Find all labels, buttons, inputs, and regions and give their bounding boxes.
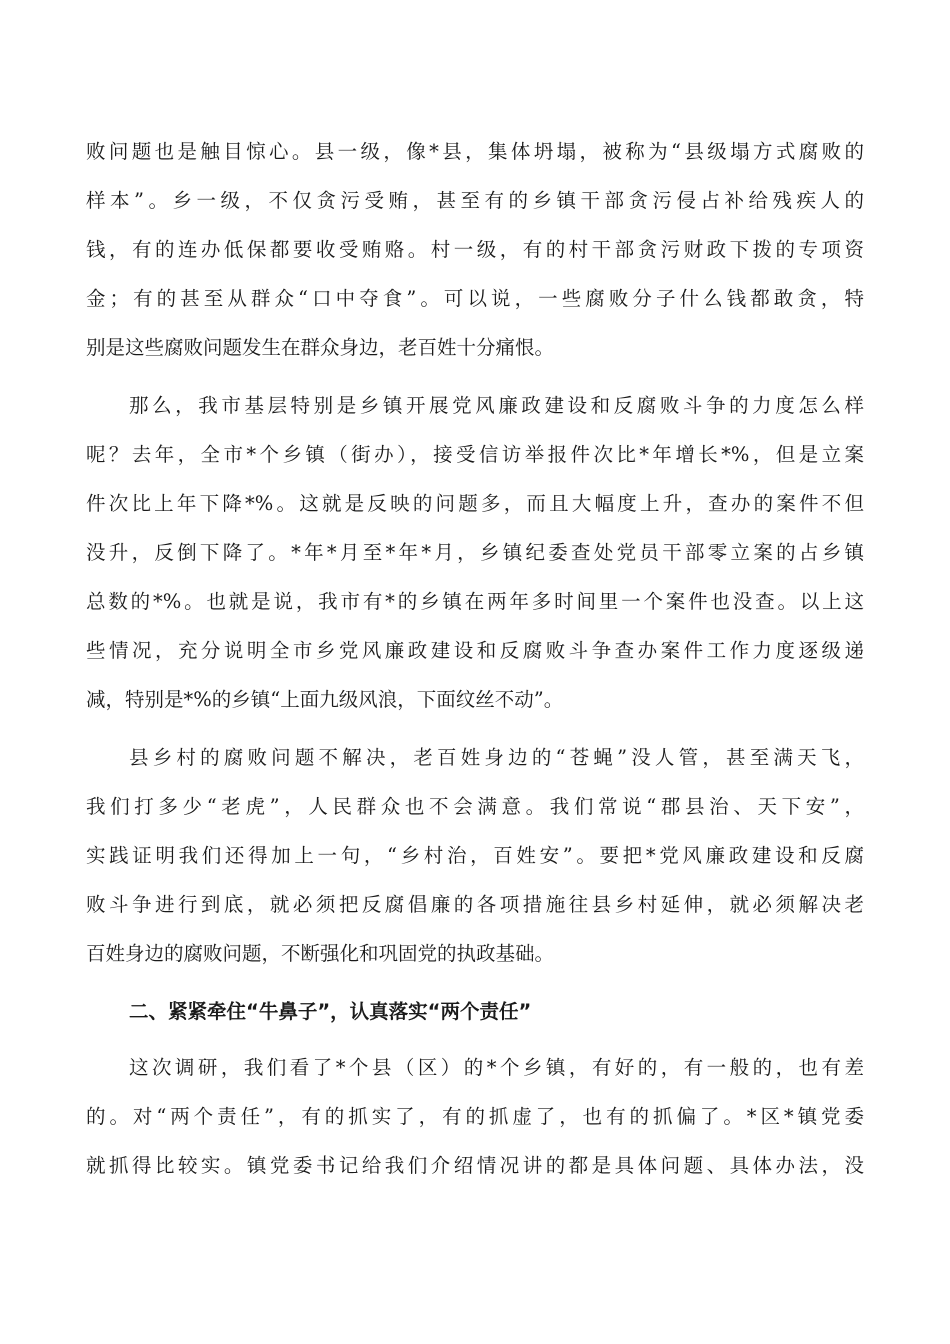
text-line: 呢？去年，全市*个乡镇（街办），接受信访举报件次比*年增长*%，但是立案: [86, 443, 864, 466]
text-line: 些情况，充分说明全市乡党风廉政建设和反腐败斗争查办案件工作力度逐级递: [86, 639, 864, 662]
text-line: 没升，反倒下降了。*年*月至*年*月，乡镇纪委查处党员干部零立案的占乡镇: [86, 541, 864, 564]
text-line: 样本”。乡一级，不仅贪污受贿，甚至有的乡镇干部贪污侵占补给残疾人的: [86, 189, 864, 212]
text-line: 我们打多少“老虎”，人民群众也不会满意。我们常说“郡县治、天下安”，: [86, 795, 864, 818]
text-line: 减，特别是*%的乡镇“上面九级风浪，下面纹丝不动”。: [86, 688, 564, 711]
text-line: 件次比上年下降*%。这就是反映的问题多，而且大幅度上升，查办的案件不但: [86, 492, 864, 515]
section-heading: 二、紧紧牵住“牛鼻子”，认真落实“两个责任”: [129, 1000, 532, 1023]
text-line: 百姓身边的腐败问题，不断强化和巩固党的执政基础。: [86, 942, 555, 965]
text-line: 这次调研，我们看了*个县（区）的*个乡镇，有好的，有一般的，也有差: [129, 1056, 864, 1079]
text-line: 的。对“两个责任”，有的抓实了，有的抓虚了，也有的抓偏了。*区*镇党委: [86, 1105, 864, 1128]
text-line: 别是这些腐败问题发生在群众身边，老百姓十分痛恨。: [86, 336, 555, 359]
text-line: 就抓得比较实。镇党委书记给我们介绍情况讲的都是具体问题、具体办法，没: [86, 1154, 864, 1177]
text-line: 败问题也是触目惊心。县一级，像*县，集体坍塌，被称为“县级塌方式腐败的: [86, 140, 864, 163]
text-line: 县乡村的腐败问题不解决，老百姓身边的“苍蝇”没人管，甚至满天飞，: [129, 746, 864, 769]
text-line: 钱，有的连办低保都要收受贿赂。村一级，有的村干部贪污财政下拨的专项资: [86, 238, 864, 261]
text-line: 总数的*%。也就是说，我市有*的乡镇在两年多时间里一个案件也没查。以上这: [86, 590, 864, 613]
text-line: 败斗争进行到底，就必须把反腐倡廉的各项措施往县乡村延伸，就必须解决老: [86, 893, 864, 916]
text-line: 实践证明我们还得加上一句，“乡村治，百姓安”。要把*党风廉政建设和反腐: [86, 844, 864, 867]
text-line: 那么，我市基层特别是乡镇开展党风廉政建设和反腐败斗争的力度怎么样: [129, 394, 864, 417]
text-line: 金；有的甚至从群众“口中夺食”。可以说，一些腐败分子什么钱都敢贪，特: [86, 287, 864, 310]
